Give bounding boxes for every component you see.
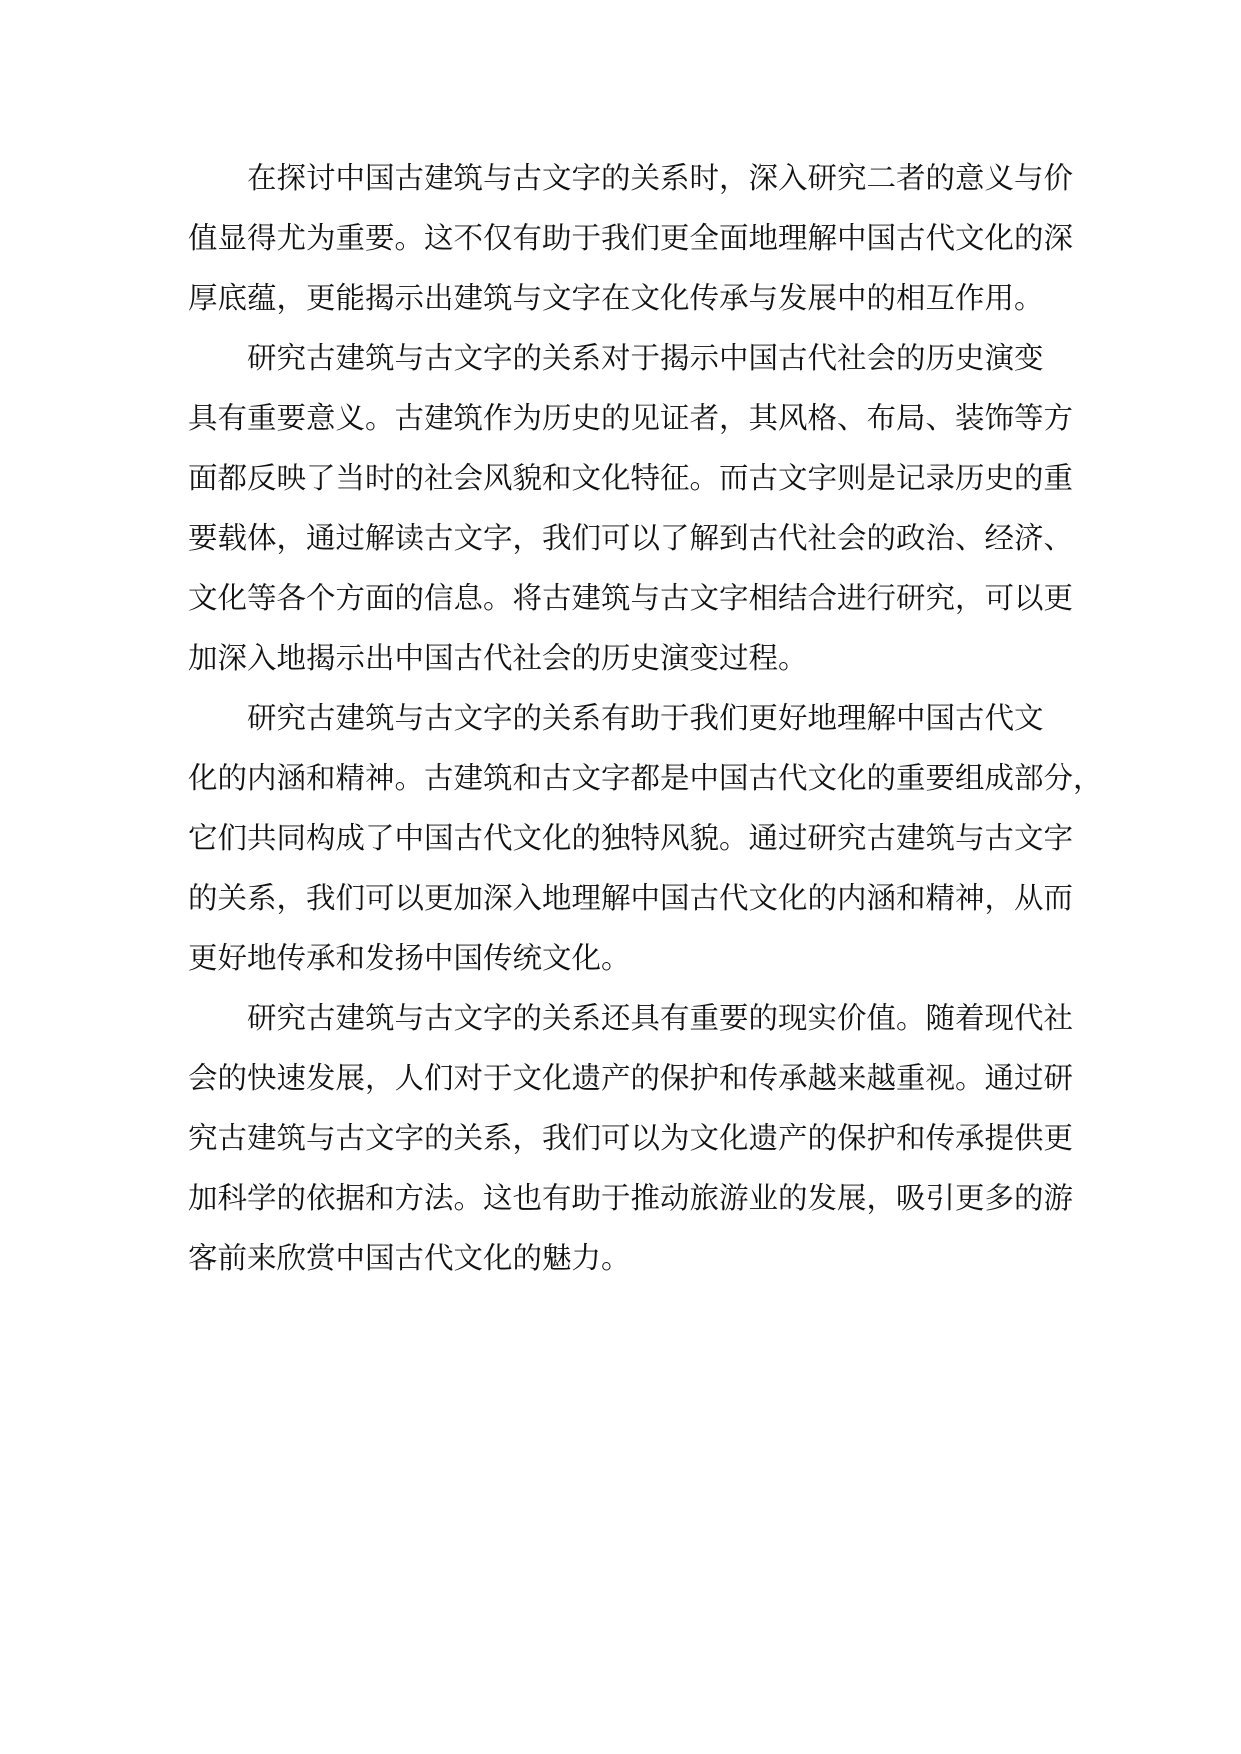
paragraph-line: 文化等各个方面的信息。将古建筑与古文字相结合进行研究，可以更 <box>188 581 1074 615</box>
paragraph-2 <box>188 328 1074 688</box>
paragraph-line: 研究古建筑与古文字的关系还具有重要的现实价值。随着现代社 <box>247 1001 1074 1035</box>
paragraph-line: 客前来欣赏中国古代文化的魅力。 <box>188 1241 631 1275</box>
paragraph-line: 化的内涵和精神。古建筑和古文字都是中国古代文化的重要组成部分， <box>188 761 1103 795</box>
paragraph-line: 研究古建筑与古文字的关系有助于我们更好地理解中国古代文 <box>247 701 1044 735</box>
paragraph-line: 加深入地揭示出中国古代社会的历史演变过程。 <box>188 641 808 675</box>
paragraph-line: 加科学的依据和方法。这也有助于推动旅游业的发展，吸引更多的游 <box>188 1181 1074 1215</box>
paragraph-line: 它们共同构成了中国古代文化的独特风貌。通过研究古建筑与古文字 <box>188 821 1074 855</box>
paragraph-1 <box>188 148 1074 328</box>
paragraph-line: 具有重要意义。古建筑作为历史的见证者，其风格、布局、装饰等方 <box>188 401 1074 435</box>
paragraph-line: 在探讨中国古建筑与古文字的关系时，深入研究二者的意义与价 <box>247 161 1074 195</box>
paragraph-line: 会的快速发展，人们对于文化遗产的保护和传承越来越重视。通过研 <box>188 1061 1074 1095</box>
paragraph-line: 厚底蕴，更能揭示出建筑与文字在文化传承与发展中的相互作用。 <box>188 281 1044 315</box>
paragraph-line: 面都反映了当时的社会风貌和文化特征。而古文字则是记录历史的重 <box>188 461 1074 495</box>
paragraph-3 <box>188 688 1103 988</box>
paragraph-line: 的关系，我们可以更加深入地理解中国古代文化的内涵和精神，从而 <box>188 881 1074 915</box>
paragraph-line: 究古建筑与古文字的关系，我们可以为文化遗产的保护和传承提供更 <box>188 1121 1074 1155</box>
body-text <box>188 148 1103 1288</box>
paragraph-line: 研究古建筑与古文字的关系对于揭示中国古代社会的历史演变 <box>247 341 1044 375</box>
paragraph-line: 值显得尤为重要。这不仅有助于我们更全面地理解中国古代文化的深 <box>188 221 1074 255</box>
paragraph-4 <box>188 988 1074 1288</box>
paragraph-line: 要载体，通过解读古文字，我们可以了解到古代社会的政治、经济、 <box>188 521 1074 555</box>
paragraph-line: 更好地传承和发扬中国传统文化。 <box>188 941 631 975</box>
